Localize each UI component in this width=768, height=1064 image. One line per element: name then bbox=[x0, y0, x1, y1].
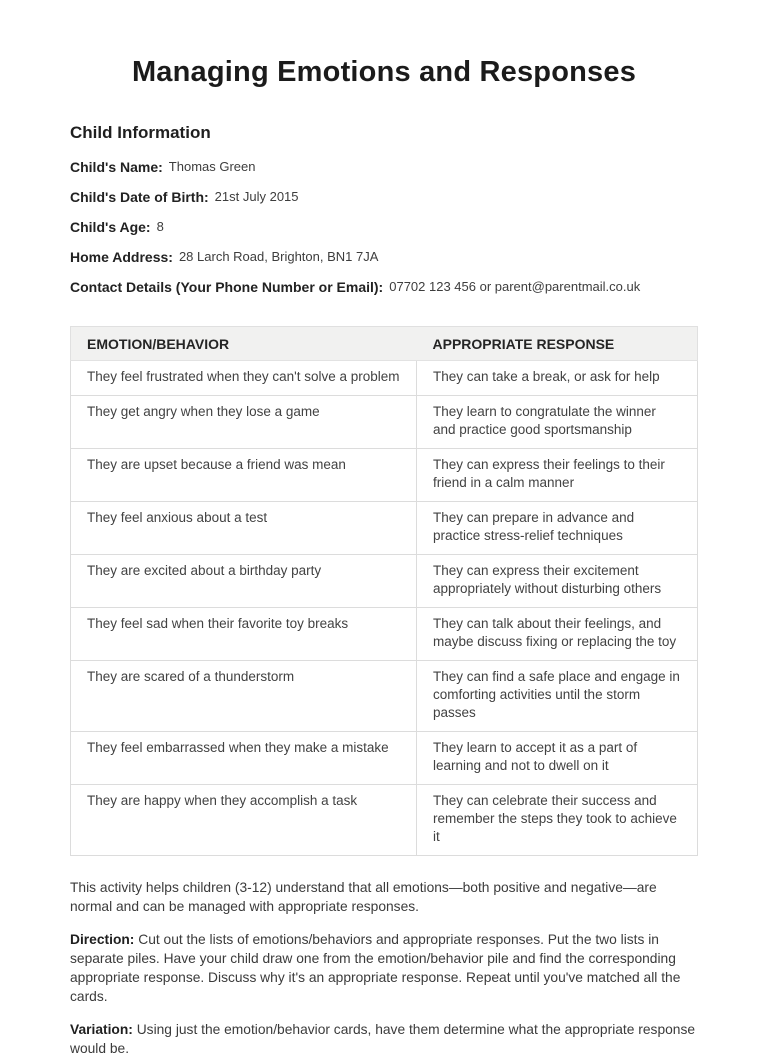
section-heading-child-information: Child Information bbox=[70, 123, 211, 142]
variation-text: Using just the emotion/behavior cards, have them determine what the appropriate response would be. bbox=[70, 1022, 696, 1056]
field-label: Contact Details (Your Phone Number or Email): bbox=[70, 279, 384, 295]
field-row-name bbox=[70, 159, 698, 176]
variation-label: Variation: bbox=[70, 1022, 133, 1037]
emotion-cell: They are excited about a birthday party bbox=[71, 555, 417, 608]
emotion-cell: They are scared of a thunderstorm bbox=[71, 661, 417, 732]
emotion-cell: They feel anxious about a test bbox=[71, 502, 417, 555]
response-cell: They can express their excitement appropriately without disturbing others bbox=[417, 555, 698, 608]
table-row bbox=[71, 661, 698, 732]
response-cell: They can express their feelings to their friend in a calm manner bbox=[417, 449, 698, 502]
field-row-address bbox=[70, 249, 698, 266]
variation-paragraph bbox=[70, 1020, 698, 1058]
table-row bbox=[71, 608, 698, 661]
field-label: Child's Date of Birth: bbox=[70, 189, 209, 205]
field-label: Child's Name: bbox=[70, 159, 163, 175]
response-cell: They can celebrate their success and remember the steps they took to achieve it bbox=[417, 785, 698, 856]
page-title: Managing Emotions and Responses bbox=[131, 56, 637, 88]
field-value: Thomas Green bbox=[168, 159, 256, 174]
table-row bbox=[71, 449, 698, 502]
field-label: Child's Age: bbox=[70, 219, 151, 235]
table-row bbox=[71, 396, 698, 449]
response-cell: They learn to accept it as a part of learning and not to dwell on it bbox=[417, 732, 698, 785]
direction-label: Direction: bbox=[70, 932, 135, 947]
emotion-cell: They feel frustrated when they can't solve a problem bbox=[71, 361, 417, 396]
intro-paragraph: This activity helps children (3-12) understand that all emotions—both positive and negative—are normal and can be managed with appropriate responses. bbox=[70, 880, 657, 914]
direction-text: Cut out the lists of emotions/behaviors and appropriate responses. Put the two lists in separate piles. Have your child draw one from the emotion/behavior pile and find the corresponding appropriate response. Discuss why it's an appropriate response. Repeat until you've matched all the cards. bbox=[70, 932, 681, 1004]
response-cell: They learn to congratulate the winner and practice good sportsmanship bbox=[417, 396, 698, 449]
emotions-table bbox=[70, 326, 698, 856]
table-header-response: APPROPRIATE RESPONSE bbox=[417, 327, 698, 361]
field-value: 21st July 2015 bbox=[214, 189, 299, 204]
response-cell: They can find a safe place and engage in comforting activities until the storm passes bbox=[417, 661, 698, 732]
field-value: 8 bbox=[156, 219, 164, 234]
table-row bbox=[71, 732, 698, 785]
table-row bbox=[71, 502, 698, 555]
emotion-cell: They feel embarrassed when they make a mistake bbox=[71, 732, 417, 785]
emotion-cell: They are upset because a friend was mean bbox=[71, 449, 417, 502]
table-row bbox=[71, 785, 698, 856]
direction-paragraph bbox=[70, 930, 698, 1006]
field-row-dob bbox=[70, 189, 698, 206]
field-row-age bbox=[70, 219, 698, 236]
emotion-cell: They are happy when they accomplish a task bbox=[71, 785, 417, 856]
table-header-emotion: EMOTION/BEHAVIOR bbox=[71, 327, 417, 361]
child-information-fields bbox=[70, 159, 698, 296]
field-value: 07702 123 456 or parent@parentmail.co.uk bbox=[389, 279, 641, 294]
emotion-cell: They get angry when they lose a game bbox=[71, 396, 417, 449]
response-cell: They can prepare in advance and practice stress-relief techniques bbox=[417, 502, 698, 555]
table-header-row bbox=[71, 327, 698, 361]
table-row bbox=[71, 361, 698, 396]
field-value: 28 Larch Road, Brighton, BN1 7JA bbox=[178, 249, 379, 264]
response-cell: They can talk about their feelings, and maybe discuss fixing or replacing the toy bbox=[417, 608, 698, 661]
emotion-cell: They feel sad when their favorite toy breaks bbox=[71, 608, 417, 661]
response-cell: They can take a break, or ask for help bbox=[417, 361, 698, 396]
field-row-contact bbox=[70, 279, 698, 296]
field-label: Home Address: bbox=[70, 249, 173, 265]
table-row bbox=[71, 555, 698, 608]
